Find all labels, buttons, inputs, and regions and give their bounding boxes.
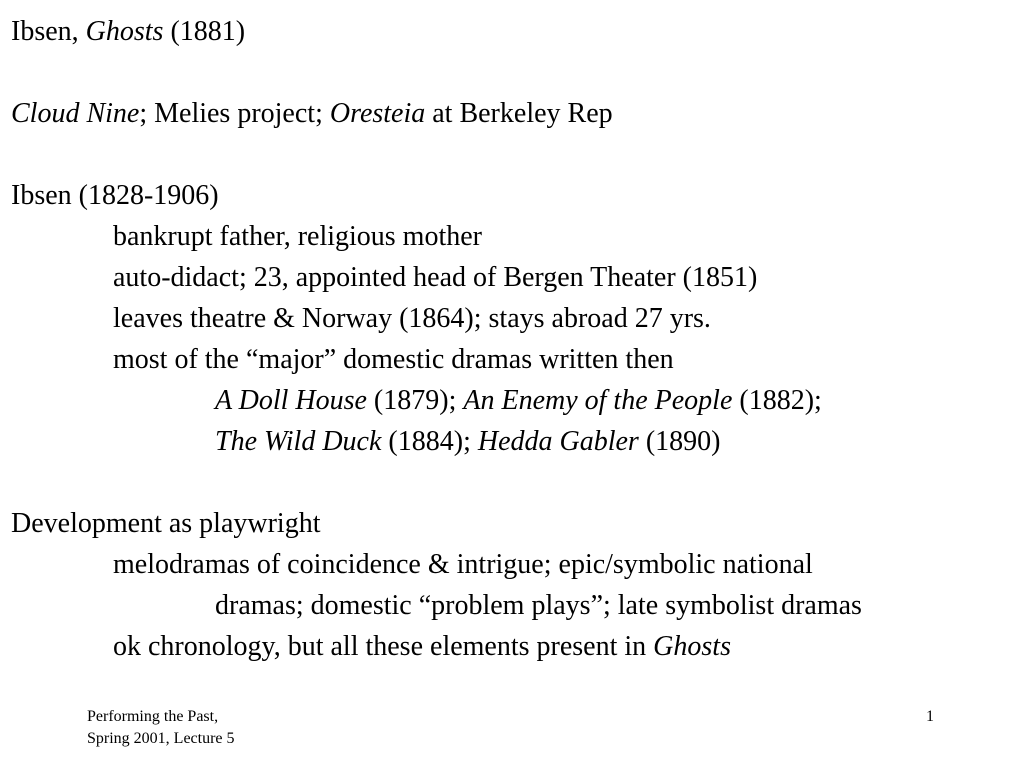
- work-title: An Enemy of the People: [463, 385, 733, 416]
- work-title: The Wild Duck: [215, 426, 382, 457]
- bio-point: leaves theatre & Norway (1864); stays abroad 27 yrs.: [113, 303, 711, 334]
- development-point: [11, 626, 1024, 667]
- bio-heading: Ibsen (1828-1906): [11, 180, 219, 211]
- announcement-venue: at Berkeley Rep: [425, 98, 613, 129]
- spacer: [11, 52, 1024, 93]
- bio-point: auto-didact; 23, appointed head of Bergen Theater (1851): [113, 262, 758, 293]
- slide-title: [11, 11, 1024, 52]
- title-play: Ghosts: [85, 16, 164, 47]
- footer-course-term: Spring 2001, Lecture 5: [87, 730, 235, 747]
- development-heading: Development as playwright: [11, 508, 321, 539]
- footer-course-name: Performing the Past,: [87, 708, 219, 725]
- works-line: [11, 380, 1024, 421]
- bio-point: bankrupt father, religious mother: [113, 221, 482, 252]
- spacer: [11, 462, 1024, 503]
- work-year: (1890): [638, 426, 721, 457]
- slide-number: 1: [926, 708, 934, 725]
- work-year: (1879);: [366, 385, 464, 416]
- development-point-play: Ghosts: [653, 631, 731, 662]
- work-title: A Doll House: [215, 385, 367, 416]
- announcement-oresteia: Oresteia: [329, 98, 426, 129]
- works-line: [11, 421, 1024, 462]
- announcement-cloud-nine: Cloud Nine: [11, 98, 140, 129]
- title-author: Ibsen,: [11, 16, 86, 47]
- work-title: Hedda Gabler: [477, 426, 639, 457]
- development-point: melodramas of coincidence & intrigue; epic/symbolic national: [113, 549, 813, 580]
- bio-point: most of the “major” domestic dramas written then: [113, 344, 674, 375]
- slide-body: [11, 11, 1024, 667]
- work-year: (1884);: [381, 426, 478, 457]
- title-year: (1881): [163, 16, 246, 47]
- development-point-continuation: dramas; domestic “problem plays”; late symbolist dramas: [215, 590, 862, 621]
- work-year: (1882);: [732, 385, 822, 416]
- announcements-line: [11, 93, 1024, 134]
- spacer: [11, 134, 1024, 175]
- development-point-text: ok chronology, but all these elements present in: [113, 631, 654, 662]
- footer-course-info: [87, 706, 235, 750]
- announcement-separator: ; Melies project;: [139, 98, 330, 129]
